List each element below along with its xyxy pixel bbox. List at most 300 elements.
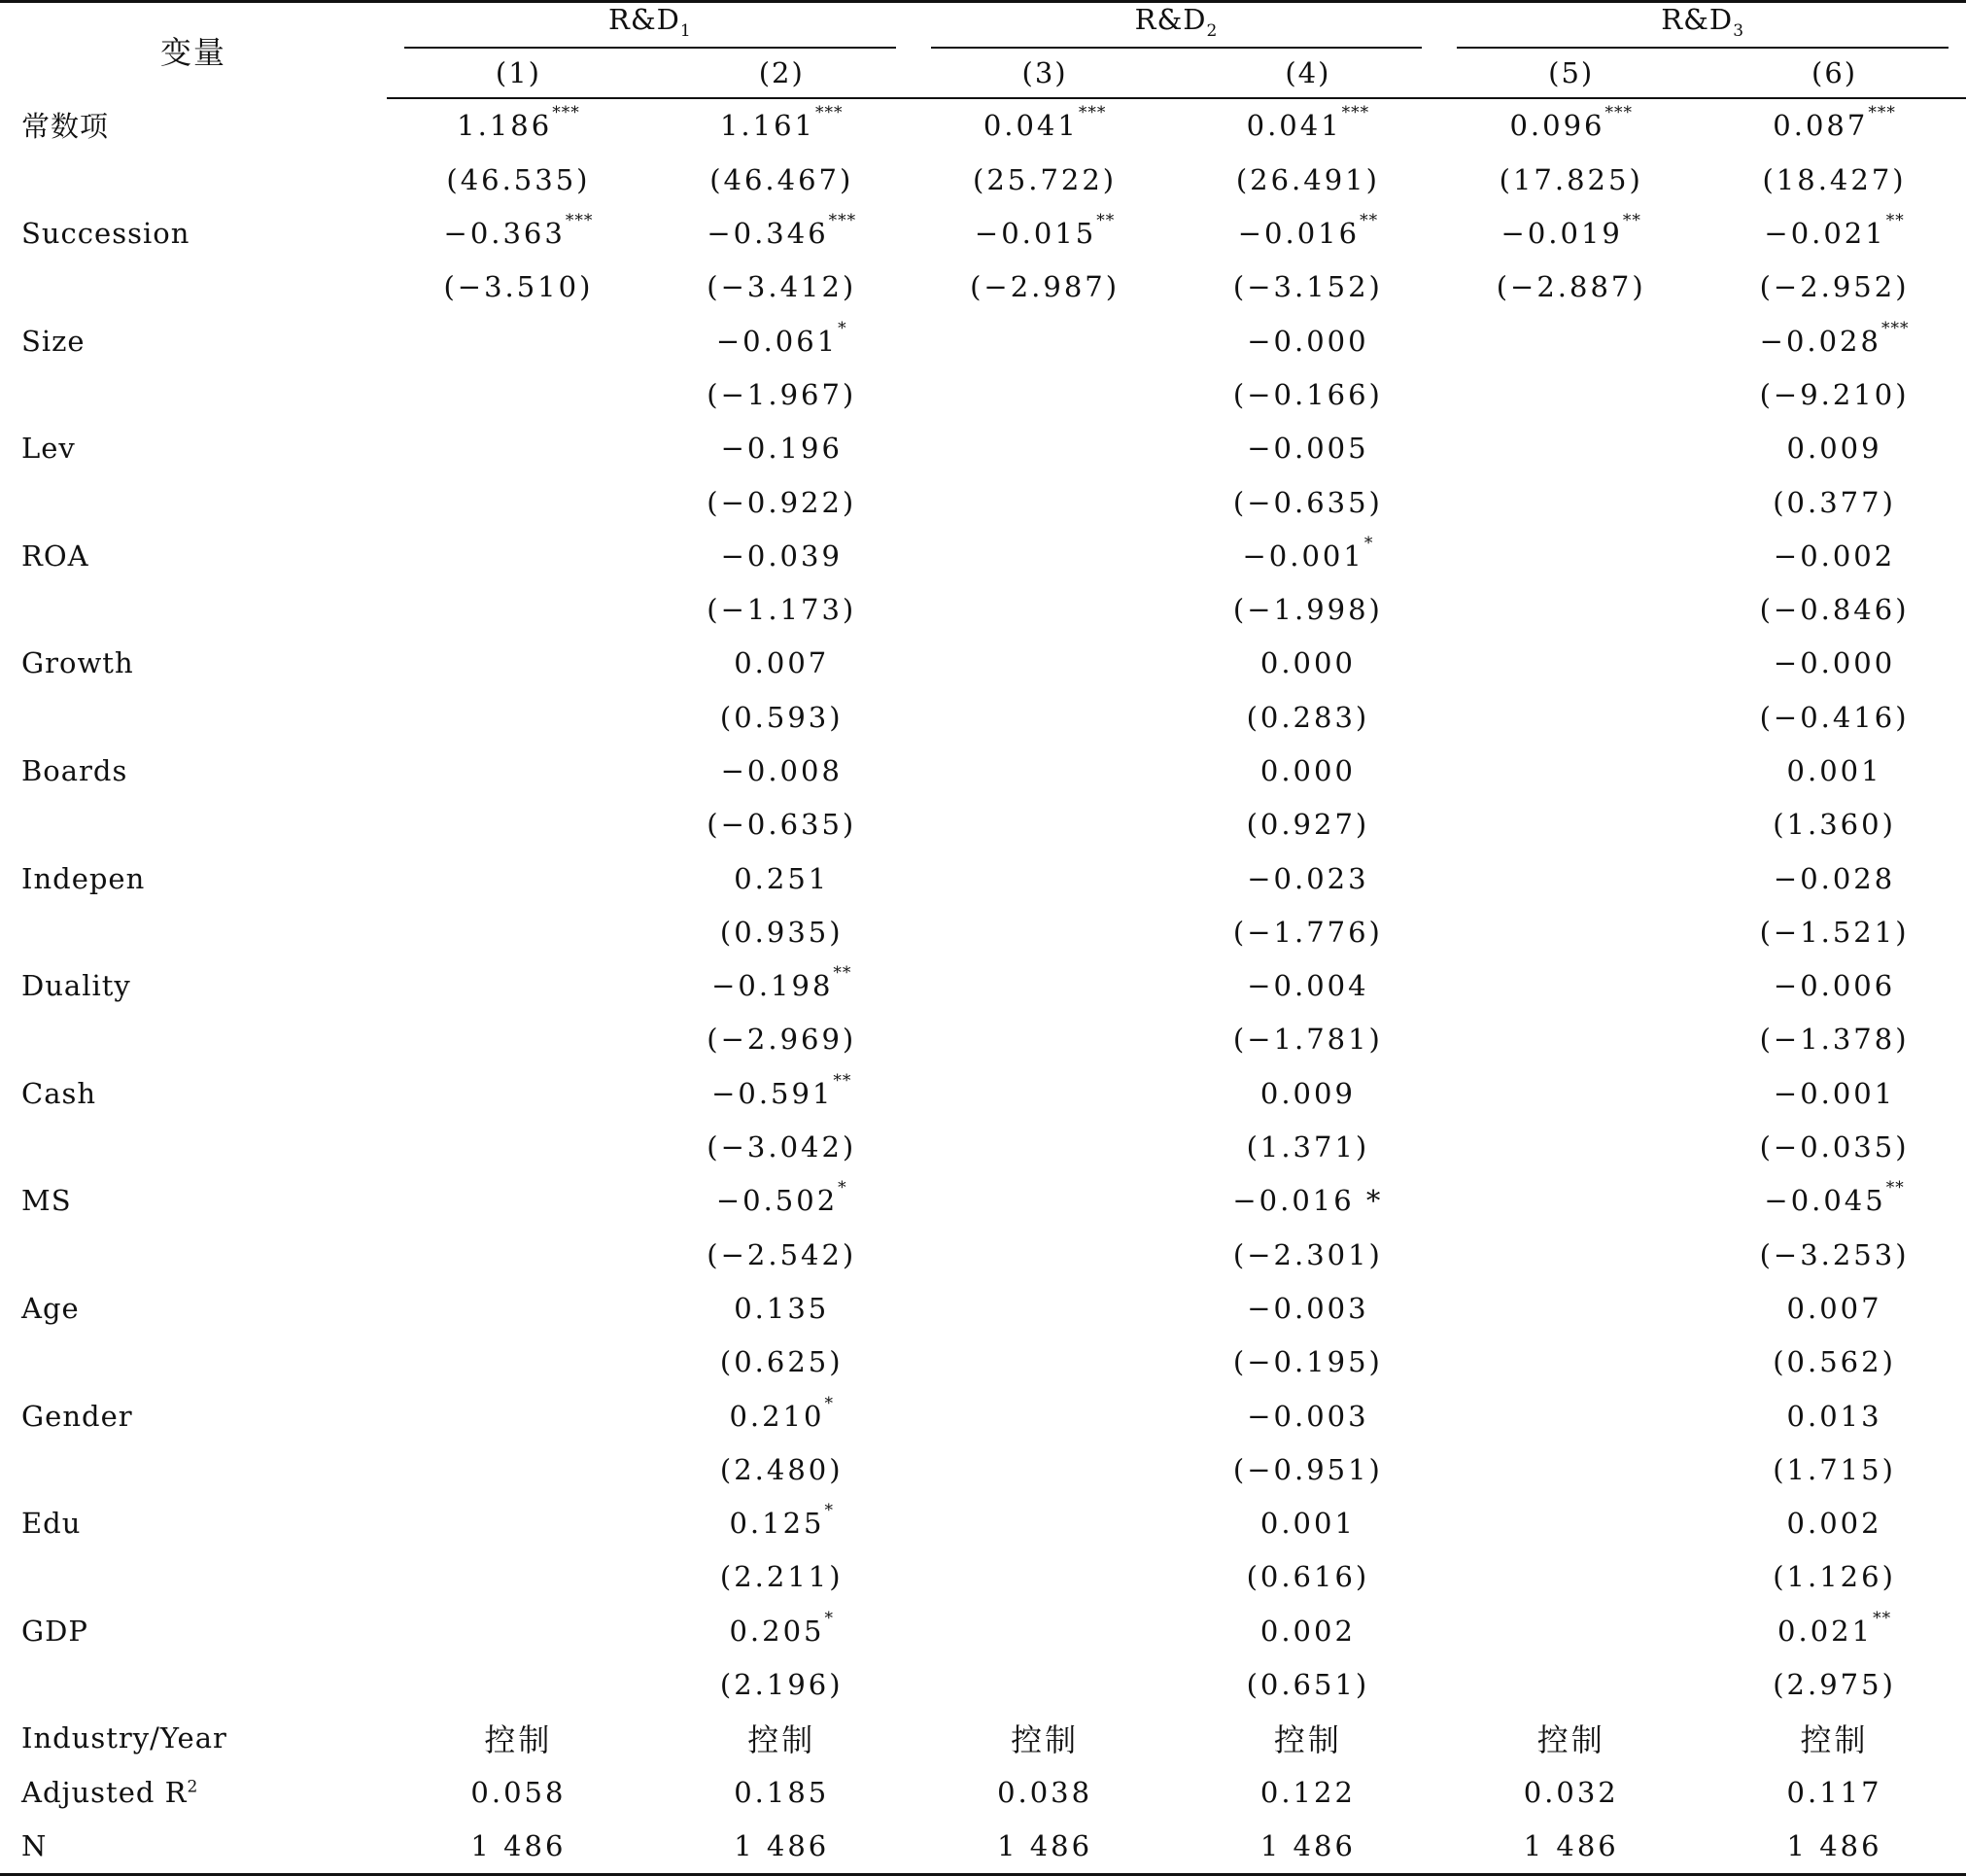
table-cell [1439,1174,1703,1228]
control-indicator: 控制 [484,1721,553,1759]
table-cell [914,959,1177,1013]
variable-name [0,529,387,582]
table-cell [1439,1281,1703,1335]
table-cell [1439,314,1703,367]
table-cell [914,690,1177,744]
table-cell [1703,1657,1966,1711]
table-cell [387,1013,650,1066]
cell-value: 1 486 [997,1828,1093,1862]
table-cell [1176,1550,1439,1604]
cell-value: −0.002 [1773,538,1896,573]
significance-stars: *** [1078,103,1107,123]
cell-value: (−0.635) [1232,485,1383,519]
cell-value: −0.016 * [1232,1184,1384,1218]
table-cell [1439,1604,1703,1657]
table-row [0,637,1966,690]
cell-value: (−3.253) [1759,1237,1910,1271]
table-cell [1176,153,1439,206]
table-cell [914,475,1177,529]
table-cell [1703,744,1966,797]
table-cell [1176,851,1439,905]
table-cell [1703,1550,1966,1604]
table-cell [914,582,1177,636]
group-header-rd3: $R\&D_3$ [1439,2,1966,49]
table-cell [387,959,650,1013]
significance-stars: ** [1096,211,1116,231]
table-cell [914,1712,1177,1765]
variable-name [0,637,387,690]
cell-value: (0.651) [1246,1668,1370,1702]
cell-value: (−1.521) [1759,915,1910,949]
table-cell [387,529,650,582]
table-cell [914,1497,1177,1550]
table-cell [1703,1712,1966,1765]
table-cell [650,206,914,260]
significance-stars: ** [1885,211,1905,231]
variable-label: Size [21,324,86,358]
table-row [0,1281,1966,1335]
table-cell [1703,261,1966,314]
cell-value: 1 486 [1786,1828,1882,1862]
cell-value: (26.491) [1235,162,1380,196]
control-indicator: 控制 [1273,1721,1342,1759]
table-cell [1703,422,1966,475]
variable-name [0,1174,387,1228]
table-cell [1703,1819,1966,1874]
table-cell [1176,1604,1439,1657]
table-cell [1703,905,1966,958]
table-cell [914,1442,1177,1496]
table-cell [650,959,914,1013]
table-cell [914,529,1177,582]
table-cell [650,422,914,475]
cell-value: (1.371) [1246,1130,1370,1164]
table-cell [650,690,914,744]
cell-value: 0.021 [1777,1614,1874,1648]
table-cell [387,475,650,529]
column-number-3: (3) [914,49,1177,98]
cell-value: (−0.195) [1232,1345,1383,1379]
table-cell [387,1281,650,1335]
cell-value: 0.125 [729,1507,825,1541]
table-cell [914,1336,1177,1389]
table-cell [650,1389,914,1442]
cell-value: (−1.173) [707,593,857,627]
cell-value: (−1.998) [1232,593,1383,627]
table-row [0,153,1966,206]
table-cell [1439,529,1703,582]
cell-value: (−3.042) [707,1130,857,1164]
cell-value: 1 486 [734,1828,830,1862]
table-cell [1439,1442,1703,1496]
cell-value: 0.038 [997,1775,1093,1809]
cell-value: (−0.922) [707,485,857,519]
table-cell [1176,1066,1439,1120]
table-cell [914,1765,1177,1819]
variable-name [0,98,387,153]
cell-value: −0.346 [707,217,829,251]
cell-value: (0.616) [1246,1560,1370,1594]
table-cell [1439,1336,1703,1389]
significance-stars: * [1363,533,1374,553]
table-cell [387,851,650,905]
table-cell [387,744,650,797]
table-row [0,1712,1966,1765]
table-cell [1176,1174,1439,1228]
cell-value: (−0.416) [1759,700,1910,734]
table-cell [1176,1013,1439,1066]
table-cell [1176,959,1439,1013]
cell-value: (1.126) [1773,1560,1896,1594]
cell-value: −0.003 [1247,1399,1369,1433]
variable-label: Gender [21,1399,133,1433]
table-cell [387,206,650,260]
table-cell [1703,1228,1966,1281]
cell-value: (−2.887) [1496,270,1646,304]
table-row [0,1604,1966,1657]
significance-stars: *** [1868,103,1896,123]
table-cell [1176,1657,1439,1711]
cell-value: (2.211) [719,1560,844,1594]
cell-value: 0.002 [1786,1507,1882,1541]
table-cell [650,582,914,636]
significance-stars: ** [833,1070,852,1091]
variable-superscript: 2 [187,1776,199,1796]
table-row [0,1497,1966,1550]
table-cell [914,422,1177,475]
column-number-6: (6) [1703,49,1966,98]
cell-value: −0.008 [720,754,843,787]
table-cell [650,1281,914,1335]
cell-value: 0.087 [1773,109,1869,143]
table-row [0,959,1966,1013]
cell-value: (1.360) [1773,808,1896,842]
table-cell [1439,1712,1703,1765]
cell-value: 0.013 [1786,1399,1882,1433]
table-cell [1703,314,1966,367]
column-number-2: (2) [650,49,914,98]
variable-name [0,261,387,314]
cell-value: (25.722) [973,162,1118,196]
table-cell [1703,1174,1966,1228]
table-cell [914,153,1177,206]
cell-value: −0.039 [720,538,843,573]
variable-label: Growth [21,646,134,680]
cell-value: (2.196) [719,1668,844,1702]
table-cell [1703,798,1966,851]
cell-value: −0.198 [711,969,834,1003]
cell-value: (0.562) [1773,1345,1896,1379]
table-cell [1176,1336,1439,1389]
variable-name [0,1442,387,1496]
table-cell [1703,1604,1966,1657]
table-cell [650,1066,914,1120]
control-indicator: 控制 [1011,1721,1080,1759]
table-row [0,261,1966,314]
cell-value: (−2.952) [1759,270,1910,304]
table-cell [1176,314,1439,367]
table-cell [1176,206,1439,260]
cell-value: (−3.412) [707,270,857,304]
variable-name [0,1066,387,1120]
significance-stars: * [824,1393,835,1413]
table-cell [1176,637,1439,690]
table-cell [387,1657,650,1711]
variable-label: N [21,1828,48,1862]
table-cell [914,1819,1177,1874]
table-cell [1439,422,1703,475]
table-row [0,422,1966,475]
table-cell [387,637,650,690]
cell-value: (46.535) [446,162,591,196]
table-cell [1703,637,1966,690]
variable-label: Industry/Year [21,1721,227,1755]
variable-label: Adjusted R [21,1775,188,1809]
table-cell [1703,153,1966,206]
variable-name [0,475,387,529]
table-cell [1439,98,1703,153]
cell-value: 1 486 [1259,1828,1356,1862]
table-cell [1439,1389,1703,1442]
cell-value: −0.000 [1773,646,1896,680]
cell-value: −0.591 [711,1076,834,1110]
significance-stars: * [838,1178,847,1199]
cell-value: 0.251 [734,861,830,895]
table-cell [914,1174,1177,1228]
table-cell [650,261,914,314]
variable-name [0,1013,387,1066]
cell-value: 1.161 [719,109,816,143]
table-cell [1439,475,1703,529]
table-cell [1703,1389,1966,1442]
table-row [0,367,1966,421]
cell-value: −0.028 [1773,861,1896,895]
cell-value: (−9.210) [1759,377,1910,411]
table-cell [1176,367,1439,421]
variable-name [0,206,387,260]
table-cell [387,1442,650,1496]
variable-label: Duality [21,969,131,1003]
cell-value: (1.715) [1773,1452,1896,1486]
table-cell [1703,1765,1966,1819]
table-cell [387,1174,650,1228]
table-cell [387,1336,650,1389]
table-cell [387,1120,650,1173]
variable-name [0,1765,387,1819]
table-cell [1439,261,1703,314]
significance-stars: * [824,1501,835,1521]
cell-value: −0.045 [1764,1184,1886,1218]
variable-name [0,1281,387,1335]
table-cell [650,529,914,582]
cell-value: 1 486 [1523,1828,1619,1862]
table-cell [1439,367,1703,421]
variable-label: GDP [21,1614,88,1648]
variable-label: Cash [21,1076,97,1110]
cell-value: −0.363 [443,217,566,251]
table-cell [1703,1442,1966,1496]
table-cell [914,261,1177,314]
table-cell [387,1228,650,1281]
table-cell [1439,1497,1703,1550]
cell-value: 0.210 [729,1399,825,1433]
table-cell [1703,206,1966,260]
table-cell [1176,905,1439,958]
table-row [0,1228,1966,1281]
cell-value: (−0.635) [707,808,857,842]
table-cell [914,314,1177,367]
table-cell [1176,1497,1439,1550]
cell-value: (−1.776) [1232,915,1383,949]
table-cell [1176,1120,1439,1173]
cell-value: (2.975) [1773,1668,1896,1702]
variable-name [0,1819,387,1874]
variable-name [0,153,387,206]
table-cell [1439,1228,1703,1281]
table-cell [1439,744,1703,797]
significance-stars: ** [1885,1178,1905,1199]
variable-name [0,1497,387,1550]
table-cell [1439,959,1703,1013]
table-row [0,1120,1966,1173]
variable-name [0,798,387,851]
cell-value: (−2.969) [707,1023,857,1057]
variable-label: Edu [21,1507,82,1541]
table-cell [914,744,1177,797]
table-row [0,1336,1966,1389]
table-row [0,744,1966,797]
table-cell [650,1497,914,1550]
cell-value: 0.122 [1259,1775,1356,1809]
table-cell [650,744,914,797]
table-cell [1176,744,1439,797]
table-cell [914,1120,1177,1173]
table-cell [650,1120,914,1173]
table-row [0,582,1966,636]
cell-value: −0.023 [1247,861,1369,895]
table-cell [1176,475,1439,529]
table-cell [1703,851,1966,905]
table-cell [1703,1497,1966,1550]
variable-name [0,1336,387,1389]
cell-value: (−3.510) [443,270,594,304]
table-row [0,1765,1966,1819]
table-cell [650,1712,914,1765]
table-cell [1176,98,1439,153]
variable-label: Age [21,1291,80,1325]
table-cell [1439,1657,1703,1711]
column-number-1: (1) [387,49,650,98]
table-cell [650,1765,914,1819]
table-cell [1439,1765,1703,1819]
table-cell [914,1066,1177,1120]
variable-name [0,959,387,1013]
significance-stars: * [824,1608,835,1628]
table-cell [914,1228,1177,1281]
table-row [0,1013,1966,1066]
cell-value: (46.467) [709,162,854,196]
table-cell [914,1550,1177,1604]
table-cell [387,798,650,851]
cell-value: 0.001 [1259,1507,1356,1541]
table-cell [387,1712,650,1765]
variable-name [0,367,387,421]
cell-value: (−2.301) [1232,1237,1383,1271]
variable-name [0,905,387,958]
variable-column-header: 变量 [160,33,227,71]
table-cell [914,1604,1177,1657]
table-row [0,98,1966,153]
variable-name [0,314,387,367]
cell-value: 0.135 [734,1291,830,1325]
cell-value: 0.117 [1786,1775,1882,1809]
table-cell [387,261,650,314]
table-row [0,475,1966,529]
table-cell [1703,690,1966,744]
table-cell [1439,1120,1703,1173]
cell-value: 0.000 [1259,646,1356,680]
table-cell [1703,1066,1966,1120]
significance-stars: *** [565,211,594,231]
cell-value: 0.032 [1523,1775,1619,1809]
table-cell [1439,1013,1703,1066]
significance-stars: *** [1604,103,1633,123]
table-cell [1439,582,1703,636]
table-cell [1439,1066,1703,1120]
significance-stars: *** [1880,318,1910,338]
cell-value: 0.002 [1259,1614,1356,1648]
table-row [0,851,1966,905]
table-cell [650,475,914,529]
table-cell [914,1013,1177,1066]
cell-value: (−0.951) [1232,1452,1383,1486]
cell-value: 0.041 [983,109,1079,143]
cell-value: −0.502 [715,1184,839,1218]
significance-stars: ** [833,963,852,984]
table-cell [1439,153,1703,206]
table-cell [1176,1442,1439,1496]
variable-label: 常数项 [21,110,110,144]
table-cell [1703,582,1966,636]
table-cell [1703,475,1966,529]
variable-label: Succession [21,217,190,251]
table-cell [1176,529,1439,582]
cell-value: (0.935) [719,915,844,949]
table-cell [1176,798,1439,851]
cell-value: (0.593) [719,700,844,734]
control-indicator: 控制 [747,1721,816,1759]
significance-stars: *** [1341,103,1370,123]
cell-value: −0.016 [1237,217,1361,251]
table-cell [1439,690,1703,744]
table-cell [1176,1712,1439,1765]
cell-value: 0.007 [734,646,830,680]
cell-value: (−0.035) [1759,1130,1910,1164]
table-cell [914,1657,1177,1711]
cell-value: (0.927) [1246,808,1370,842]
table-cell [387,153,650,206]
cell-value: −0.061 [715,324,839,358]
cell-value: 0.009 [1259,1076,1356,1110]
control-indicator: 控制 [1536,1721,1605,1759]
table-cell [1703,1281,1966,1335]
cell-value: (−0.846) [1759,593,1910,627]
table-cell [914,851,1177,905]
cell-value: 0.000 [1259,754,1356,787]
variable-name [0,582,387,636]
column-number-5: (5) [1439,49,1703,98]
table-cell [914,905,1177,958]
